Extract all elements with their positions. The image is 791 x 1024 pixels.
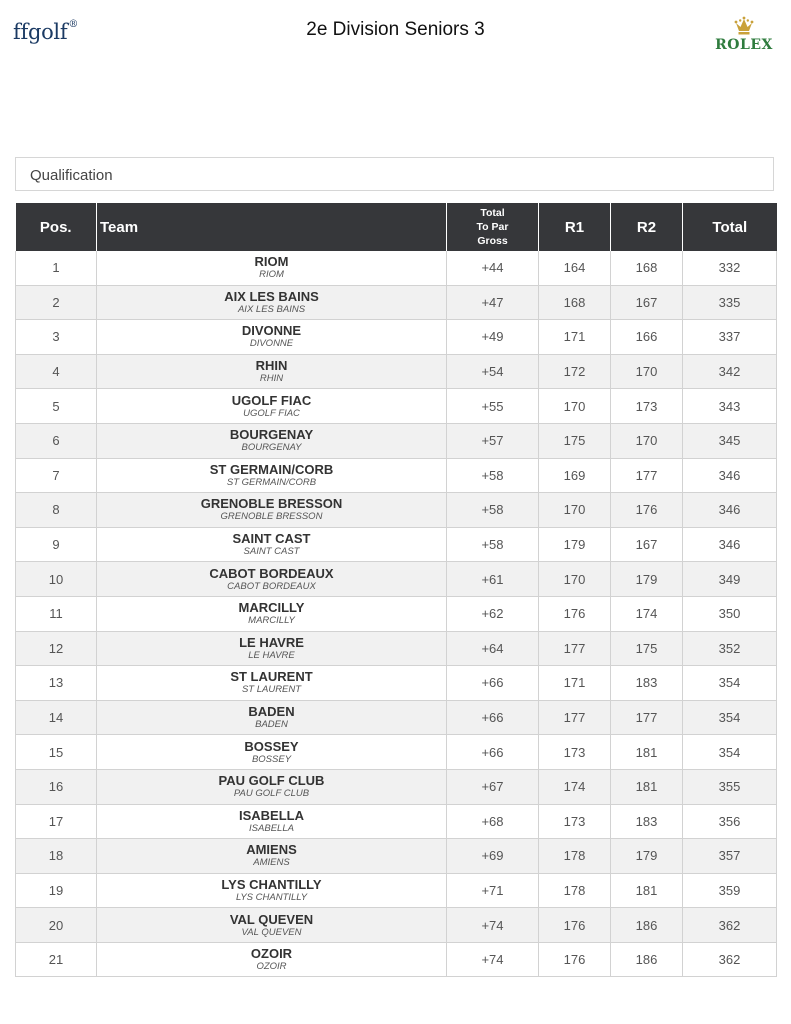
table-row[interactable] <box>16 769 777 804</box>
cell-team <box>97 839 447 874</box>
column-header-pos[interactable]: Pos. <box>16 203 97 251</box>
cell-r2: 167 <box>611 527 683 562</box>
team-club: BOSSEY <box>251 753 292 765</box>
cell-r1: 168 <box>539 285 611 320</box>
cell-r1: 176 <box>539 596 611 631</box>
cell-r2: 170 <box>611 354 683 389</box>
section-title: Qualification <box>30 167 113 184</box>
cell-r1: 179 <box>539 527 611 562</box>
team-club: GRENOBLE BRESSON <box>220 511 323 523</box>
cell-r2: 167 <box>611 285 683 320</box>
team-name[interactable]: LYS CHANTILLY <box>221 876 322 892</box>
cell-topar: +64 <box>447 631 539 666</box>
topar-header-line3: Gross <box>477 235 508 247</box>
table-header-row <box>16 203 777 251</box>
topar-header-line2: To Par <box>476 221 509 233</box>
rolex-wordmark: ROLEX <box>715 37 773 53</box>
table-row[interactable] <box>16 389 777 424</box>
cell-topar: +54 <box>447 354 539 389</box>
cell-pos: 19 <box>16 873 97 908</box>
cell-topar: +66 <box>447 666 539 701</box>
cell-r2: 181 <box>611 873 683 908</box>
table-row[interactable] <box>16 735 777 770</box>
cell-r2: 174 <box>611 596 683 631</box>
cell-team <box>97 804 447 839</box>
cell-total: 346 <box>683 458 777 493</box>
cell-pos: 7 <box>16 458 97 493</box>
cell-team <box>97 389 447 424</box>
cell-total: 335 <box>683 285 777 320</box>
cell-team <box>97 493 447 528</box>
team-name[interactable]: BOSSEY <box>244 738 299 754</box>
table-row[interactable] <box>16 839 777 874</box>
team-name[interactable]: CABOT BORDEAUX <box>209 565 334 581</box>
cell-topar: +68 <box>447 804 539 839</box>
results-table <box>15 203 777 977</box>
cell-r2: 183 <box>611 804 683 839</box>
cell-topar: +55 <box>447 389 539 424</box>
cell-topar: +49 <box>447 320 539 355</box>
cell-topar: +58 <box>447 493 539 528</box>
cell-topar: +67 <box>447 769 539 804</box>
cell-team <box>97 942 447 977</box>
cell-total: 352 <box>683 631 777 666</box>
team-club: SAINT CAST <box>243 546 300 558</box>
cell-r2: 186 <box>611 942 683 977</box>
cell-pos: 12 <box>16 631 97 666</box>
cell-total: 355 <box>683 769 777 804</box>
cell-team <box>97 666 447 701</box>
cell-pos: 6 <box>16 423 97 458</box>
column-header-r1[interactable]: R1 <box>539 203 611 251</box>
team-club: ST LAURENT <box>241 684 302 696</box>
column-header-total[interactable]: Total <box>683 203 777 251</box>
team-name[interactable]: VAL QUEVEN <box>229 911 314 927</box>
cell-r2: 183 <box>611 666 683 701</box>
cell-r2: 181 <box>611 769 683 804</box>
cell-pos: 14 <box>16 700 97 735</box>
table-row[interactable] <box>16 666 777 701</box>
team-club: CABOT BORDEAUX <box>227 580 316 592</box>
cell-total: 349 <box>683 562 777 597</box>
cell-team <box>97 562 447 597</box>
cell-team <box>97 458 447 493</box>
cell-topar: +58 <box>447 527 539 562</box>
table-row[interactable] <box>16 631 777 666</box>
cell-r1: 169 <box>539 458 611 493</box>
cell-topar: +61 <box>447 562 539 597</box>
team-club: DIVONNE <box>249 338 294 350</box>
section-title-box <box>15 157 774 191</box>
table-row[interactable] <box>16 493 777 528</box>
table-row[interactable] <box>16 942 777 977</box>
team-name[interactable]: BADEN <box>248 704 295 720</box>
cell-total: 354 <box>683 700 777 735</box>
cell-r1: 177 <box>539 631 611 666</box>
team-club: ST GERMAIN/CORB <box>226 476 317 488</box>
cell-r2: 166 <box>611 320 683 355</box>
cell-topar: +66 <box>447 700 539 735</box>
cell-topar: +47 <box>447 285 539 320</box>
rolex-logo <box>706 16 782 53</box>
cell-r1: 174 <box>539 769 611 804</box>
cell-total: 359 <box>683 873 777 908</box>
cell-topar: +69 <box>447 839 539 874</box>
cell-r1: 171 <box>539 320 611 355</box>
cell-team <box>97 285 447 320</box>
table-row[interactable] <box>16 908 777 943</box>
cell-total: 362 <box>683 908 777 943</box>
table-row[interactable] <box>16 320 777 355</box>
team-club: RIOM <box>259 269 284 281</box>
cell-r2: 175 <box>611 631 683 666</box>
registered-mark: ® <box>68 19 79 30</box>
cell-pos: 17 <box>16 804 97 839</box>
cell-pos: 9 <box>16 527 97 562</box>
cell-r1: 164 <box>539 251 611 285</box>
cell-r1: 176 <box>539 942 611 977</box>
cell-r1: 172 <box>539 354 611 389</box>
team-name[interactable]: MARCILLY <box>238 600 305 616</box>
team-club: RHIN <box>259 373 284 385</box>
cell-team <box>97 700 447 735</box>
team-club: UGOLF FIAC <box>243 407 300 419</box>
team-name[interactable]: OZOIR <box>250 946 293 962</box>
cell-r1: 173 <box>539 804 611 839</box>
cell-topar: +62 <box>447 596 539 631</box>
team-name[interactable]: GRENOBLE BRESSON <box>200 496 343 512</box>
cell-total: 337 <box>683 320 777 355</box>
cell-team <box>97 596 447 631</box>
topar-header-line1: Total <box>480 207 505 219</box>
team-club: OZOIR <box>256 961 287 973</box>
table-row[interactable] <box>16 527 777 562</box>
cell-team <box>97 527 447 562</box>
cell-r2: 186 <box>611 908 683 943</box>
table-row[interactable] <box>16 458 777 493</box>
cell-r1: 177 <box>539 700 611 735</box>
column-header-r2[interactable]: R2 <box>611 203 683 251</box>
cell-total: 345 <box>683 423 777 458</box>
cell-pos: 18 <box>16 839 97 874</box>
cell-total: 354 <box>683 666 777 701</box>
team-club: LE HAVRE <box>248 649 295 661</box>
cell-team <box>97 873 447 908</box>
team-club: AMIENS <box>253 857 290 869</box>
team-club: PAU GOLF CLUB <box>233 788 310 800</box>
cell-team <box>97 631 447 666</box>
team-name[interactable]: ST LAURENT <box>230 669 313 685</box>
team-name[interactable]: PAU GOLF CLUB <box>218 773 325 789</box>
cell-r2: 170 <box>611 423 683 458</box>
team-club: AIX LES BAINS <box>237 303 306 315</box>
crown-icon <box>734 16 754 36</box>
cell-team <box>97 251 447 285</box>
cell-pos: 13 <box>16 666 97 701</box>
team-club: BADEN <box>255 719 288 731</box>
cell-team <box>97 908 447 943</box>
cell-team <box>97 354 447 389</box>
cell-r1: 173 <box>539 735 611 770</box>
ffgolf-logo-text: ffgolf <box>13 20 68 44</box>
cell-pos: 3 <box>16 320 97 355</box>
cell-pos: 11 <box>16 596 97 631</box>
team-club: VAL QUEVEN <box>241 926 302 938</box>
cell-pos: 8 <box>16 493 97 528</box>
cell-pos: 5 <box>16 389 97 424</box>
team-name[interactable]: ISABELLA <box>239 807 304 823</box>
team-name[interactable]: AMIENS <box>246 842 297 858</box>
team-name[interactable]: RIOM <box>254 254 289 270</box>
cell-topar: +44 <box>447 251 539 285</box>
cell-topar: +74 <box>447 942 539 977</box>
cell-total: 357 <box>683 839 777 874</box>
team-name[interactable]: UGOLF FIAC <box>231 392 312 408</box>
cell-r2: 173 <box>611 389 683 424</box>
table-row[interactable] <box>16 354 777 389</box>
cell-total: 350 <box>683 596 777 631</box>
cell-r2: 181 <box>611 735 683 770</box>
cell-team <box>97 769 447 804</box>
team-name[interactable]: BOURGENAY <box>229 427 314 443</box>
cell-pos: 2 <box>16 285 97 320</box>
cell-topar: +58 <box>447 458 539 493</box>
cell-pos: 15 <box>16 735 97 770</box>
cell-r1: 170 <box>539 493 611 528</box>
team-club: LYS CHANTILLY <box>235 891 308 903</box>
team-club: MARCILLY <box>248 615 295 627</box>
team-name[interactable]: DIVONNE <box>241 323 302 339</box>
table-row[interactable] <box>16 700 777 735</box>
cell-team <box>97 423 447 458</box>
cell-r2: 168 <box>611 251 683 285</box>
results-body <box>16 251 777 977</box>
cell-r1: 176 <box>539 908 611 943</box>
page-title: 2e Division Seniors 3 <box>306 19 485 40</box>
table-row[interactable] <box>16 804 777 839</box>
table-row[interactable] <box>16 596 777 631</box>
cell-total: 362 <box>683 942 777 977</box>
cell-r1: 178 <box>539 873 611 908</box>
cell-total: 346 <box>683 527 777 562</box>
cell-r1: 175 <box>539 423 611 458</box>
cell-r2: 177 <box>611 458 683 493</box>
team-name[interactable]: LE HAVRE <box>239 634 304 650</box>
cell-team <box>97 735 447 770</box>
table-row[interactable] <box>16 423 777 458</box>
cell-r1: 178 <box>539 839 611 874</box>
cell-r1: 170 <box>539 562 611 597</box>
cell-r1: 170 <box>539 389 611 424</box>
cell-pos: 10 <box>16 562 97 597</box>
cell-pos: 21 <box>16 942 97 977</box>
table-row[interactable] <box>16 251 777 285</box>
team-club: BOURGENAY <box>241 442 302 454</box>
cell-r2: 176 <box>611 493 683 528</box>
team-name[interactable]: SAINT CAST <box>232 531 311 547</box>
cell-pos: 4 <box>16 354 97 389</box>
team-name[interactable]: ST GERMAIN/CORB <box>209 461 334 477</box>
cell-pos: 1 <box>16 251 97 285</box>
cell-total: 343 <box>683 389 777 424</box>
cell-total: 354 <box>683 735 777 770</box>
cell-topar: +66 <box>447 735 539 770</box>
cell-pos: 20 <box>16 908 97 943</box>
table-row[interactable] <box>16 873 777 908</box>
table-row[interactable] <box>16 562 777 597</box>
column-header-team[interactable]: Team <box>97 203 447 251</box>
table-row[interactable] <box>16 285 777 320</box>
cell-topar: +74 <box>447 908 539 943</box>
cell-topar: +57 <box>447 423 539 458</box>
cell-r2: 177 <box>611 700 683 735</box>
cell-team <box>97 320 447 355</box>
team-name[interactable]: RHIN <box>255 358 288 374</box>
team-name[interactable]: AIX LES BAINS <box>224 288 319 304</box>
team-club: ISABELLA <box>249 822 294 834</box>
column-header-topar[interactable] <box>447 203 539 251</box>
cell-r2: 179 <box>611 562 683 597</box>
cell-topar: +71 <box>447 873 539 908</box>
cell-pos: 16 <box>16 769 97 804</box>
cell-r1: 171 <box>539 666 611 701</box>
cell-total: 346 <box>683 493 777 528</box>
cell-total: 356 <box>683 804 777 839</box>
cell-r2: 179 <box>611 839 683 874</box>
cell-total: 342 <box>683 354 777 389</box>
cell-total: 332 <box>683 251 777 285</box>
